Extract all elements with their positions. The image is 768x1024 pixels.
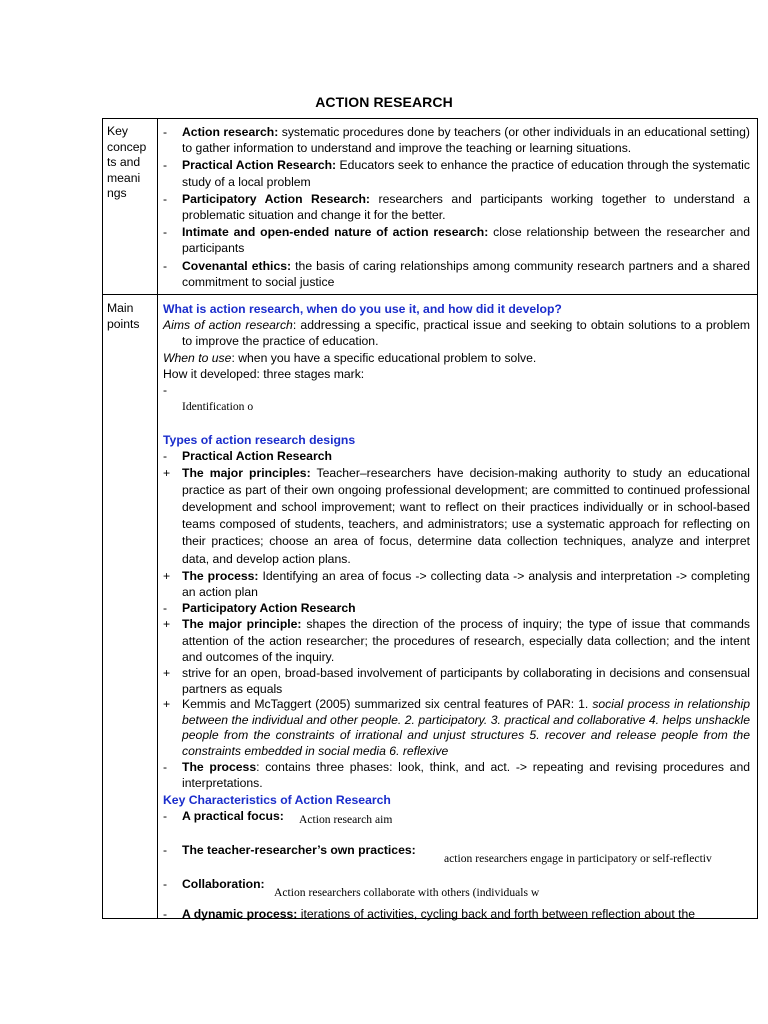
list-item <box>163 448 750 464</box>
list-item <box>163 808 750 842</box>
term: Intimate and open-ended nature of action research: <box>182 225 489 240</box>
definition: Educators seek to enhance the practice of education through the systematic study of a local problem <box>182 158 750 189</box>
definition-italic: social process in relationship between the individual and other people. 2. participatory. 3. practical and collaborative 4. helps unshackle people from the constraints of irrational and unjust structures 5. recover and release people from the constraints embedded in social media 6. reflexive <box>182 697 750 758</box>
dash-marker: - <box>163 906 168 921</box>
dash-marker: - <box>163 601 168 616</box>
term: Practical Action Research: <box>182 158 337 173</box>
label-line: Key <box>107 124 129 138</box>
dash-marker: - <box>163 158 168 173</box>
label-line: Main <box>107 301 134 315</box>
list-item <box>163 224 750 256</box>
paragraph-when <box>163 350 750 366</box>
term: The process <box>182 760 257 775</box>
dash-marker: - <box>163 383 168 398</box>
plus-marker: + <box>163 465 171 480</box>
list-item <box>163 842 750 876</box>
paragraph-aims <box>163 317 750 349</box>
dash-marker: - <box>163 876 168 891</box>
definition: systematic procedures done by teachers (or other individuals in an educational setting) to gather information to understand and improve the teaching or learning situations. <box>182 125 750 156</box>
section-heading: Key Characteristics of Action Research <box>163 792 391 807</box>
plus-marker: + <box>163 666 171 681</box>
list-item <box>163 465 750 568</box>
embedded-snippet: Action researchers collaborate with others (individuals w <box>274 885 540 899</box>
dash-marker: - <box>163 842 168 857</box>
subheading: Participatory Action Research <box>182 601 356 616</box>
list-item <box>163 600 750 616</box>
label-line: concep <box>107 139 147 154</box>
definition: iterations of activities, cycling back and forth between reflection about the <box>297 906 696 921</box>
list-item <box>163 124 750 156</box>
embedded-snippet <box>163 398 750 416</box>
list-item <box>163 616 750 665</box>
definition: the basis of caring relationships among community research partners and a shared commitment to social justice <box>182 258 750 289</box>
term: A dynamic process: <box>182 906 298 921</box>
key-concepts-list <box>163 124 750 290</box>
row-label-main-points <box>107 301 140 332</box>
row-divider <box>102 294 758 295</box>
page-title: ACTION RESEARCH <box>315 94 453 110</box>
embedded-snippet: action researchers engage in participatory or self-reflectiv <box>444 851 712 865</box>
embedded-snippet: Action research aim <box>299 812 393 826</box>
term: Collaboration: <box>182 876 265 891</box>
label-line: ts and <box>107 155 141 169</box>
when-term: When to use <box>163 350 232 365</box>
dash-marker: - <box>163 258 168 273</box>
dash-marker: - <box>163 225 168 240</box>
list-item <box>163 759 750 791</box>
dash-marker: - <box>163 449 168 464</box>
term: A practical focus: <box>182 808 284 823</box>
aims-term: Aims of action research <box>163 318 293 333</box>
term: The major principles: <box>182 465 311 480</box>
list-item <box>163 906 750 922</box>
definition: : contains three phases: look, think, and act. -> repeating and revising procedures and interpretations. <box>182 760 750 791</box>
label-line: points <box>107 316 140 331</box>
paragraph-how: How it developed: three stages mark: <box>163 366 365 381</box>
definition: Kemmis and McTaggert (2005) summarized six central features of PAR: 1. <box>182 697 593 712</box>
plus-marker: + <box>163 617 171 632</box>
term: Covenantal ethics: <box>182 258 292 273</box>
column-divider <box>157 118 158 919</box>
term: The process: <box>182 568 259 583</box>
aims-text: : addressing a specific, practical issue and seeking to obtain solutions to a problem to improve the practice of education. <box>182 318 750 349</box>
definition: close relationship between the researcher and participants <box>182 225 750 256</box>
definition: Identifying an area of focus -> collecting data -> analysis and interpretation -> completing an action plan <box>182 568 750 600</box>
list-item <box>163 876 750 906</box>
list-item <box>163 157 750 189</box>
dash-marker: - <box>163 760 168 775</box>
dash-marker: - <box>163 191 168 206</box>
definition: Teacher–researchers have decision-making authority to study an educational practice as part of their own ongoing professional development; are committed to continued professional development and school improvement; want to reflect on their practices individually or in school-based teams composed of students, teachers, and administrators; use a systematic approach for reflecting on their practices; choose an area of focus, determine data collection techniques, analyze and interpret data, and develop action plans. <box>182 465 750 566</box>
row-label-key-concepts <box>107 124 146 202</box>
section-heading: Types of action research designs <box>163 433 356 448</box>
when-text: : when you have a specific educational problem to solve. <box>231 350 537 365</box>
definition: shapes the direction of the process of inquiry; the type of issue that commands attention of the action researcher; the procedures of research, especially data collection; and the intent and outcomes of the inquiry. <box>182 617 750 664</box>
dash-marker: - <box>163 125 168 139</box>
label-line: meani <box>107 170 141 185</box>
plus-marker: + <box>163 568 171 583</box>
dash-marker: - <box>163 808 168 823</box>
list-item <box>163 568 750 600</box>
term: Action research: <box>182 125 279 139</box>
main-points-content <box>163 301 750 922</box>
definition: strive for an open, broad-based involvement of participants by collaborating in decisions and consensual partners as equals <box>182 666 750 697</box>
subheading: Practical Action Research <box>182 449 332 464</box>
term: The teacher-researcher’s own practices: <box>182 842 416 857</box>
term: The major principle: <box>182 617 302 632</box>
definition: researchers and participants working together to understand a problematic situation and change it for the better. <box>182 191 750 223</box>
list-item <box>163 191 750 223</box>
term: Participatory Action Research: <box>182 191 370 206</box>
snippet-text: Identification o <box>182 400 254 414</box>
plus-marker: + <box>163 697 171 712</box>
label-line: ngs <box>107 186 127 200</box>
section-heading: What is action research, when do you use it, and how did it develop? <box>163 302 562 316</box>
list-item <box>163 697 750 759</box>
list-item <box>163 258 750 290</box>
list-item <box>163 665 750 697</box>
